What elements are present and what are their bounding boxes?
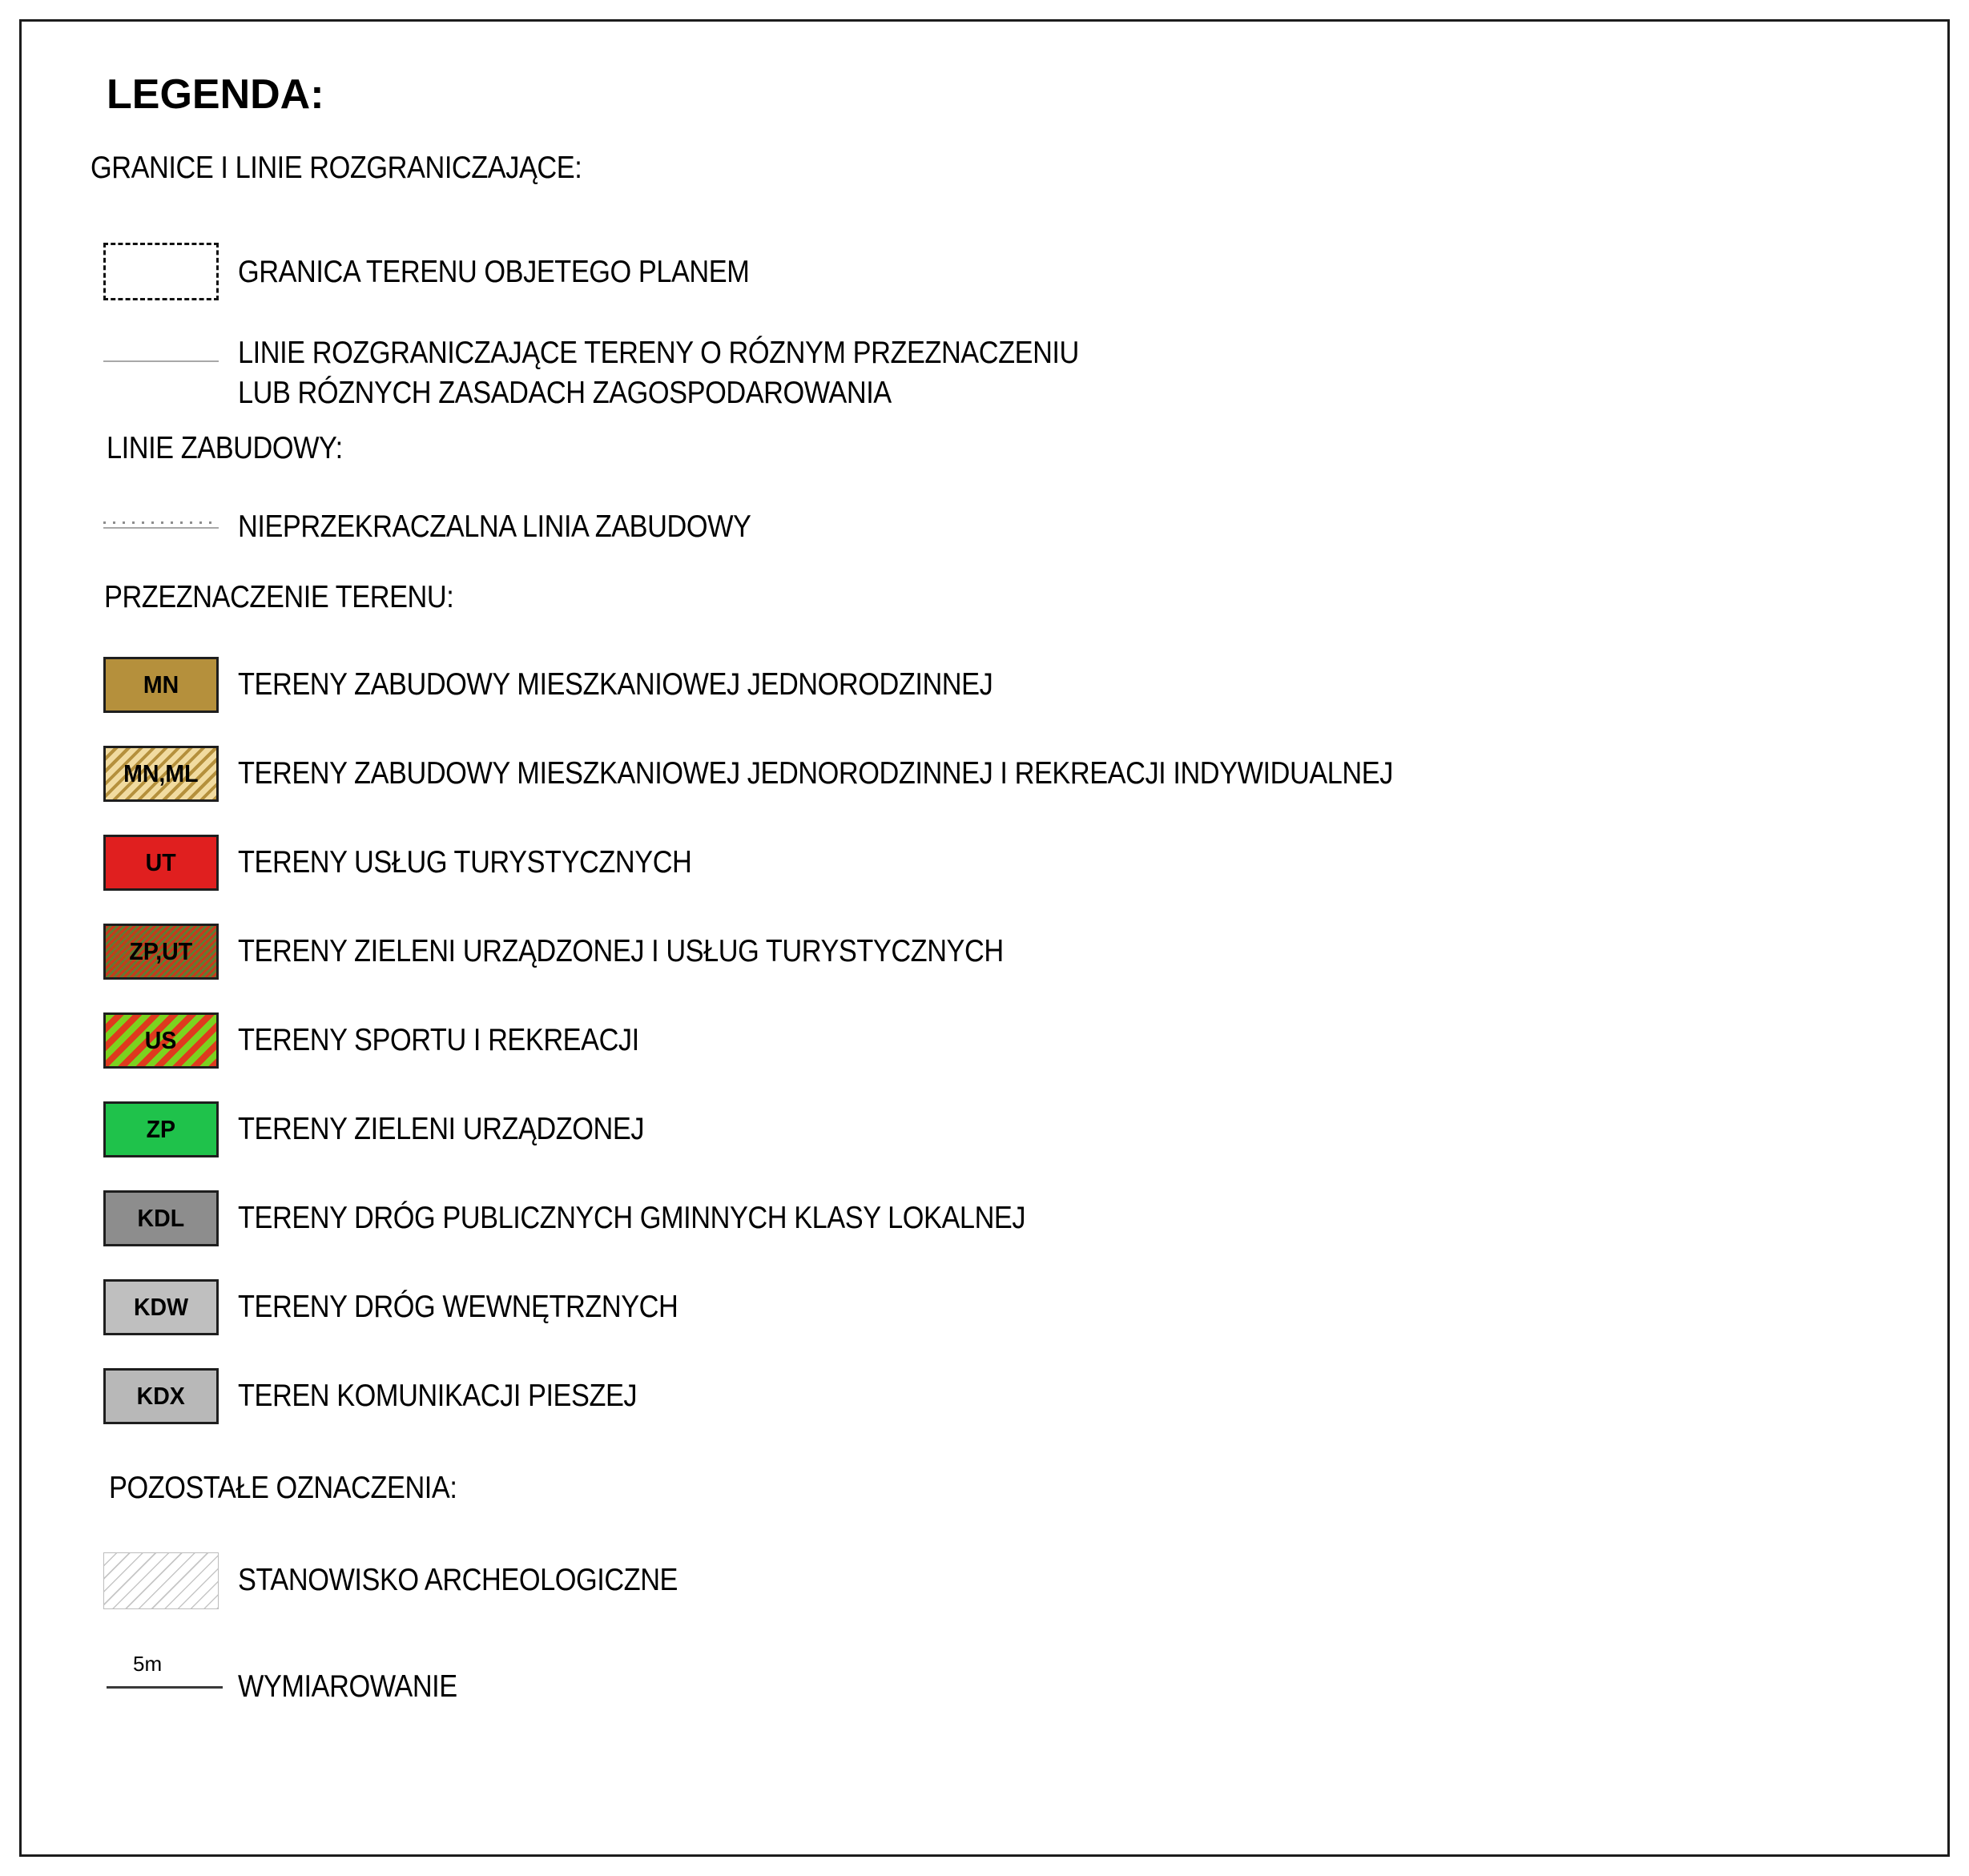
plan-boundary-label: GRANICA TERENU OBJETEGO PLANEM [238,255,750,289]
zone-row-zp [103,1101,699,1157]
building-line-base [103,527,219,529]
section-header-granice [91,151,649,186]
section-header-przeznaczenie-text: PRZEZNACZENIE TERENU: [104,580,454,614]
section-header-pozostale-text: POZOSTAŁE OZNACZENIA: [109,1471,457,1505]
zone-swatch-mn-ml [103,746,219,802]
section-header-granice-text: GRANICE I LINIE ROZGRANICZAJĄCE: [91,151,582,185]
building-line-label: NIEPRZEKRACZALNA LINIA ZABUDOWY [238,509,751,544]
building-line-symbol [103,521,219,529]
zone-label-zp-ut: TERENY ZIELENI URZĄDZONEJ I USŁUG TURYSTYCZNYCH [238,934,1004,968]
zone-code-zp: ZP [146,1115,176,1143]
dividing-lines-label-line1: LINIE ROZGRANICZAJĄCE TERENY O RÓZNYM PRZEZNACZENIU [238,336,1079,370]
zone-swatch-zp [103,1101,219,1157]
zone-row-ut [103,835,754,891]
zone-code-mn: MN [143,670,179,698]
zone-code-us: US [145,1026,177,1054]
dimensioning-label-wrap [238,1669,487,1705]
dividing-lines-label-line2: LUB RÓZNYCH ZASADACH ZAGOSPODAROWANIA [238,376,892,410]
zone-swatch-kdx [103,1368,219,1424]
zone-label-ut: TERENY USŁUG TURYSTYCZNYCH [238,845,692,880]
zone-swatch-zp-ut [103,924,219,980]
dimension-measure-text: 5m [133,1652,163,1676]
zone-code-ut: UT [145,848,177,876]
section-header-przeznaczenie [104,580,501,615]
zone-row-mn-ml [103,746,1551,802]
zone-row-zp-ut [103,924,1108,980]
dimension-line-symbol [107,1686,223,1689]
dividing-lines-symbol [103,360,219,362]
zone-row-us [103,1012,694,1069]
zone-label-kdx: TEREN KOMUNIKACJI PIESZEJ [238,1379,638,1413]
page-title: LEGENDA: [107,71,324,118]
dividing-lines-label-wrap [238,333,1194,413]
zone-row-mn [103,657,1096,713]
zone-code-mn-ml: MN,ML [123,759,199,787]
dimensioning-label: WYMIAROWANIE [238,1669,457,1704]
zone-code-kdw: KDW [133,1293,189,1321]
zone-label-kdw: TERENY DRÓG WEWNĘTRZNYCH [238,1290,678,1324]
zone-swatch-kdw [103,1279,219,1335]
zone-label-mn-ml: TERENY ZABUDOWY MIESZKANIOWEJ JEDNORODZINNEJ I REKREACJI INDYWIDUALNEJ [238,756,1393,791]
zone-code-zp-ut: ZP,UT [129,937,193,965]
plan-boundary-label-wrap [238,255,819,290]
zone-label-mn: TERENY ZABUDOWY MIESZKANIOWEJ JEDNORODZINNEJ [238,667,993,702]
plan-boundary-symbol [103,243,219,300]
section-header-pozostale [109,1471,505,1506]
zone-row-kdx [103,1368,691,1424]
archeological-site-symbol [103,1552,219,1609]
archeological-site-label-wrap [238,1563,738,1598]
zone-label-kdl: TERENY DRÓG PUBLICZNYCH GMINNYCH KLASY LOKALNEJ [238,1201,1026,1235]
building-line-label-wrap [238,509,821,545]
building-line-dots [103,521,219,524]
zone-row-kdw [103,1279,738,1335]
zone-code-kdx: KDX [136,1382,186,1410]
zone-swatch-mn [103,657,219,713]
zone-swatch-ut [103,835,219,891]
archeological-site-label: STANOWISKO ARCHEOLOGICZNE [238,1563,678,1597]
section-header-linie-zabudowy [107,431,375,466]
section-header-linie-zabudowy-text: LINIE ZABUDOWY: [107,431,343,465]
zone-label-zp: TERENY ZIELENI URZĄDZONEJ [238,1112,645,1146]
zone-code-kdl: KDL [137,1204,185,1232]
zone-swatch-us [103,1012,219,1069]
zone-swatch-kdl [103,1190,219,1246]
zone-row-kdl [103,1190,1133,1246]
zone-label-us: TERENY SPORTU I REKREACJI [238,1023,639,1057]
